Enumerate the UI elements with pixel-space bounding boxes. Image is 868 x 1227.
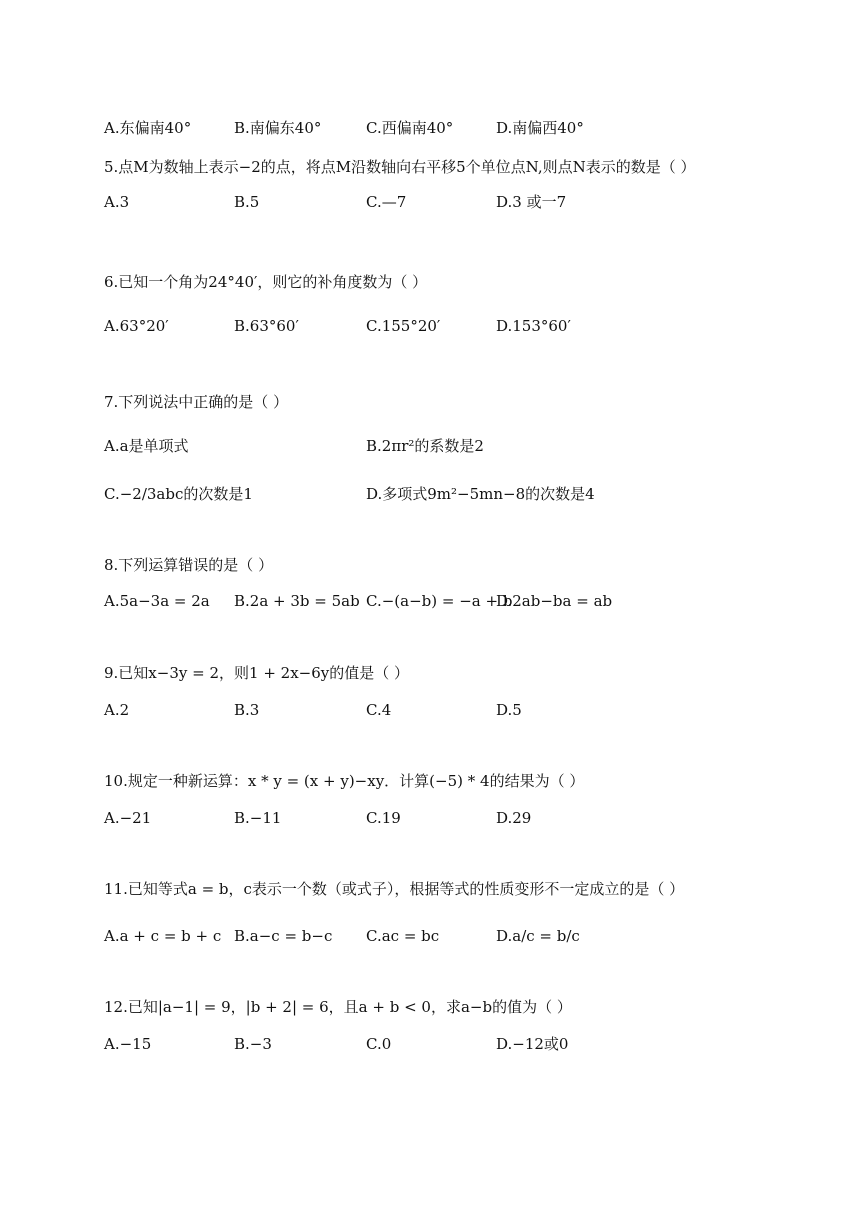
q10-stem: 10.规定一种新运算：x * y = (x + y)−xy．计算(−5) * 4的结果为（ ） [104,772,585,790]
q11-option-a: A.a + c = b + c [104,927,222,945]
q8-stem: 8.下列运算错误的是（ ） [104,556,274,574]
q5-stem: 5.点M为数轴上表示−2的点，将点M沿数轴向右平移5个单位点N,则点N表示的数是（ ） [104,158,696,176]
q5-option-b: B.5 [234,193,260,211]
q10-option-a: A.−21 [104,809,152,827]
q7-stem: 7.下列说法中正确的是（ ） [104,393,289,411]
q7-option-a: A.a是单项式 [104,437,189,455]
q7-option-c: C.−2/3abc的次数是1 [104,485,253,503]
q6-stem: 6.已知一个角为24°40′，则它的补角度数为（ ） [104,273,428,291]
q10-option-d: D.29 [496,809,532,827]
q4-option-b: B.南偏东40° [234,119,322,137]
q4-option-c: C.西偏南40° [366,119,454,137]
q12-stem: 12.已知|a−1| = 9，|b + 2| = 6，且a + b < 0，求a−b的值为（ ） [104,998,572,1016]
q9-stem: 9.已知x−3y = 2，则1 + 2x−6y的值是（ ） [104,664,410,682]
q7-option-b: B.2πr²的系数是2 [366,437,484,455]
q11-option-d: D.a/c = b/c [496,927,580,945]
q6-option-a: A.63°20′ [104,317,169,335]
q9-option-d: D.5 [496,701,522,719]
q12-option-a: A.−15 [104,1035,152,1053]
q12-option-d: D.−12或0 [496,1035,569,1053]
q8-option-b: B.2a + 3b = 5ab [234,592,360,610]
q8-option-c: C.−(a−b) = −a + b [366,592,513,610]
q7-option-d: D.多项式9m²−5mn−8的次数是4 [366,485,595,503]
q10-option-c: C.19 [366,809,401,827]
q12-option-b: B.−3 [234,1035,272,1053]
q11-stem: 11.已知等式a = b，c表示一个数（或式子），根据等式的性质变形不一定成立的是（ ） [104,880,685,898]
q5-option-c: C.—7 [366,193,407,211]
q8-option-a: A.5a−3a = 2a [104,592,210,610]
q4-option-d: D.南偏西40° [496,119,584,137]
q11-option-c: C.ac = bc [366,927,440,945]
q11-option-b: B.a−c = b−c [234,927,333,945]
q5-option-d: D.3 或一7 [496,193,567,211]
q6-option-c: C.155°20′ [366,317,441,335]
q4-option-a: A.东偏南40° [104,119,192,137]
q9-option-b: B.3 [234,701,260,719]
q8-option-d: D.2ab−ba = ab [496,592,613,610]
q6-option-b: B.63°60′ [234,317,299,335]
q9-option-c: C.4 [366,701,392,719]
q9-option-a: A.2 [104,701,130,719]
q10-option-b: B.−11 [234,809,282,827]
q12-option-c: C.0 [366,1035,392,1053]
q6-option-d: D.153°60′ [496,317,571,335]
q5-option-a: A.3 [104,193,130,211]
